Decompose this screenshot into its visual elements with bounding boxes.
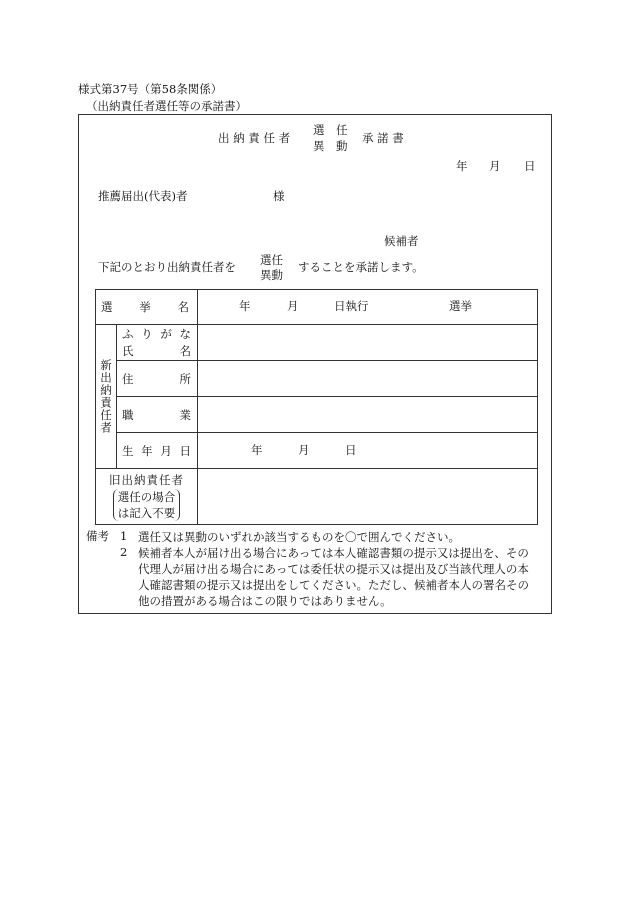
- title-option-bottom: 異 動: [313, 139, 348, 153]
- date-month: 月: [489, 159, 501, 173]
- occupation-label-char: 職: [122, 407, 134, 422]
- address-label-char: 所: [179, 371, 191, 386]
- old-note-line2: は記入不要: [117, 506, 176, 520]
- old-note-line1: 選任の場合: [117, 490, 176, 504]
- birthdate-label-char: 月: [160, 443, 172, 458]
- name-value-cell[interactable]: [198, 325, 538, 361]
- furigana-char: ふ: [122, 326, 134, 341]
- furigana-name-label-cell: [117, 325, 198, 361]
- election-row: [96, 290, 538, 325]
- furigana-char: り: [141, 326, 153, 341]
- birthdate-label-char: 日: [179, 443, 191, 458]
- form-number: 様式第37号（第58条関係）: [78, 82, 223, 96]
- remark-text: 候補者本人が届け出る場合にあっては本人確認書類の提示又は提出を、その代理人が届け出る場合にあっては委任状の提示又は提出及び当該代理人の本人確認書類の提示又は提出をしてください。ただし、候補者本人の署名その他の措置がある場合はこの限りではありません。: [138, 546, 529, 608]
- name-label-char: 氏: [122, 343, 134, 358]
- election-label-cell: [96, 290, 198, 325]
- statement-option-bottom: 異動: [260, 268, 283, 282]
- remark-text: 選任又は異動のいずれか該当するものを〇で囲んでください。: [138, 530, 460, 544]
- election-label-char: 名: [177, 300, 189, 314]
- date-day: 日: [524, 159, 536, 173]
- address-label-cell: [117, 361, 198, 397]
- election-value-cell: [198, 290, 538, 325]
- birthdate-label-char: 年: [141, 443, 153, 458]
- name-label-char: 名: [179, 343, 191, 358]
- recommender-honorific: 様: [273, 189, 285, 203]
- furigana-char: が: [160, 326, 172, 341]
- form-subtitle: （出納責任者選任等の承諾書）: [86, 99, 247, 113]
- remarks-label: 備考: [86, 529, 109, 543]
- statement-prefix: 下記のとおり出納責任者を: [98, 260, 236, 274]
- birthdate-label-char: 生: [122, 443, 134, 458]
- details-table: [95, 289, 538, 525]
- date-year: 年: [456, 159, 468, 173]
- birth-day: 日: [345, 443, 357, 457]
- occupation-row: [96, 397, 538, 433]
- old-treasurer-label-cell: [96, 469, 198, 525]
- address-value-cell[interactable]: [198, 361, 538, 397]
- old-treasurer-row: [96, 469, 538, 525]
- occupation-label-cell: [117, 397, 198, 433]
- birthdate-row: [96, 433, 538, 469]
- election-month: 月: [287, 299, 299, 313]
- statement-option-top: 選任: [260, 253, 283, 267]
- furigana-name-row: [96, 325, 538, 361]
- candidate-label: 候補者: [384, 234, 419, 248]
- old-treasurer-value-cell[interactable]: [198, 469, 538, 525]
- furigana-char: な: [179, 326, 191, 341]
- birthdate-label-cell: [117, 433, 198, 469]
- election-label-char: 選: [101, 300, 113, 314]
- occupation-value-cell[interactable]: [198, 397, 538, 433]
- birthdate-value-cell[interactable]: [198, 433, 538, 469]
- statement-suffix: することを承諾します。: [298, 260, 424, 274]
- old-treasurer-label: 旧出納責任者: [109, 473, 184, 487]
- title-left: 出 納 責 任 者: [218, 131, 291, 145]
- birth-year: 年: [251, 443, 263, 457]
- address-label-char: 住: [122, 371, 134, 386]
- remark-num: 1: [120, 529, 128, 543]
- title-option-top: 選 任: [313, 123, 348, 137]
- title-right: 承 諾 書: [362, 131, 404, 145]
- new-treasurer-label: 新出納責任者: [99, 359, 113, 434]
- old-treasurer-note: [113, 489, 181, 521]
- new-treasurer-label-cell: [96, 325, 117, 469]
- election-label-char: 挙: [139, 300, 151, 314]
- remark-num: 2: [120, 545, 128, 559]
- election-year: 年: [239, 299, 251, 313]
- occupation-label-char: 業: [179, 407, 191, 422]
- recommender-label: 推薦届出(代表)者: [98, 189, 188, 203]
- address-row: [96, 361, 538, 397]
- election-day-exec: 日執行: [334, 299, 369, 313]
- birth-month: 月: [298, 443, 310, 457]
- election-type: 選挙: [449, 299, 472, 313]
